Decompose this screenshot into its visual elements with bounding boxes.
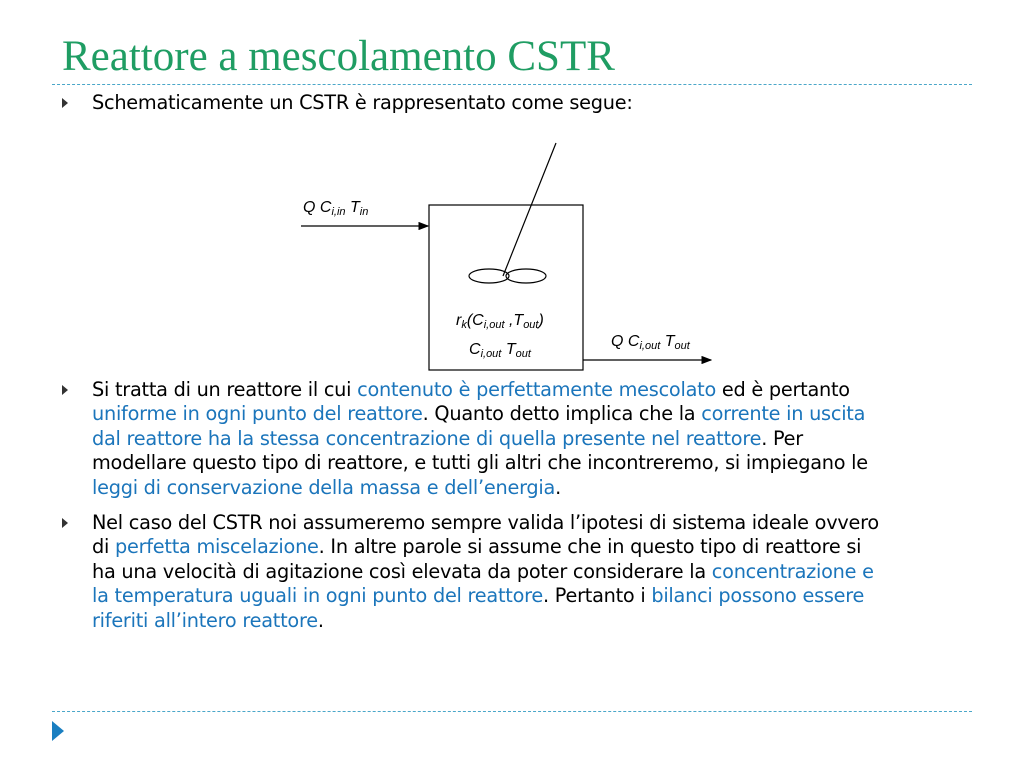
bullet-icon	[62, 385, 68, 395]
paragraph-1: Si tratta di un reattore il cui contenuto è perfettamente mescolato ed è pertanto uniforme in ogni punto del reattore. Quanto detto implica che la corrente in uscita dal reattore ha la stessa concentrazione di quella presente nel reattore. Per modellare questo tipo di reattore, e tutti gli altri che incontreremo, si impiegano le leggi di conservazione della massa e dell’energia.	[92, 378, 868, 499]
intro-text: Schematicamente un CSTR è rappresentato come segue:	[92, 91, 633, 114]
inlet-label: Q $C_{i,in}$ $T_{in}$	[303, 199, 369, 218]
reactor-concentration-label: $C_{i,out}$ $T_{out}$	[469, 341, 531, 360]
next-slide-icon[interactable]	[52, 721, 64, 741]
impeller-blade-right	[506, 269, 546, 283]
outlet-label: Q $C_{i,out}$ $T_{out}$	[611, 333, 690, 352]
bottom-divider	[52, 711, 972, 712]
stirrer-shaft	[503, 143, 556, 276]
bullet-icon	[62, 518, 68, 528]
page-title: Reattore a mescolamento CSTR	[62, 33, 615, 80]
paragraph-2: Nel caso del CSTR noi assumeremo sempre valida l’ipotesi di sistema ideale ovvero di perfetta miscelazione. In altre parole si assume che in questo tipo di reattore si ha una velocità di agitazione così elevata da poter considerare la concentrazione e la temperatura uguali in ogni punto del reattore. Pertanto i bilanci possono essere riferiti all’intero reattore.	[92, 511, 879, 632]
rate-label: $r_k(C_{i,out}$ $,T_{out}$)	[456, 312, 544, 331]
